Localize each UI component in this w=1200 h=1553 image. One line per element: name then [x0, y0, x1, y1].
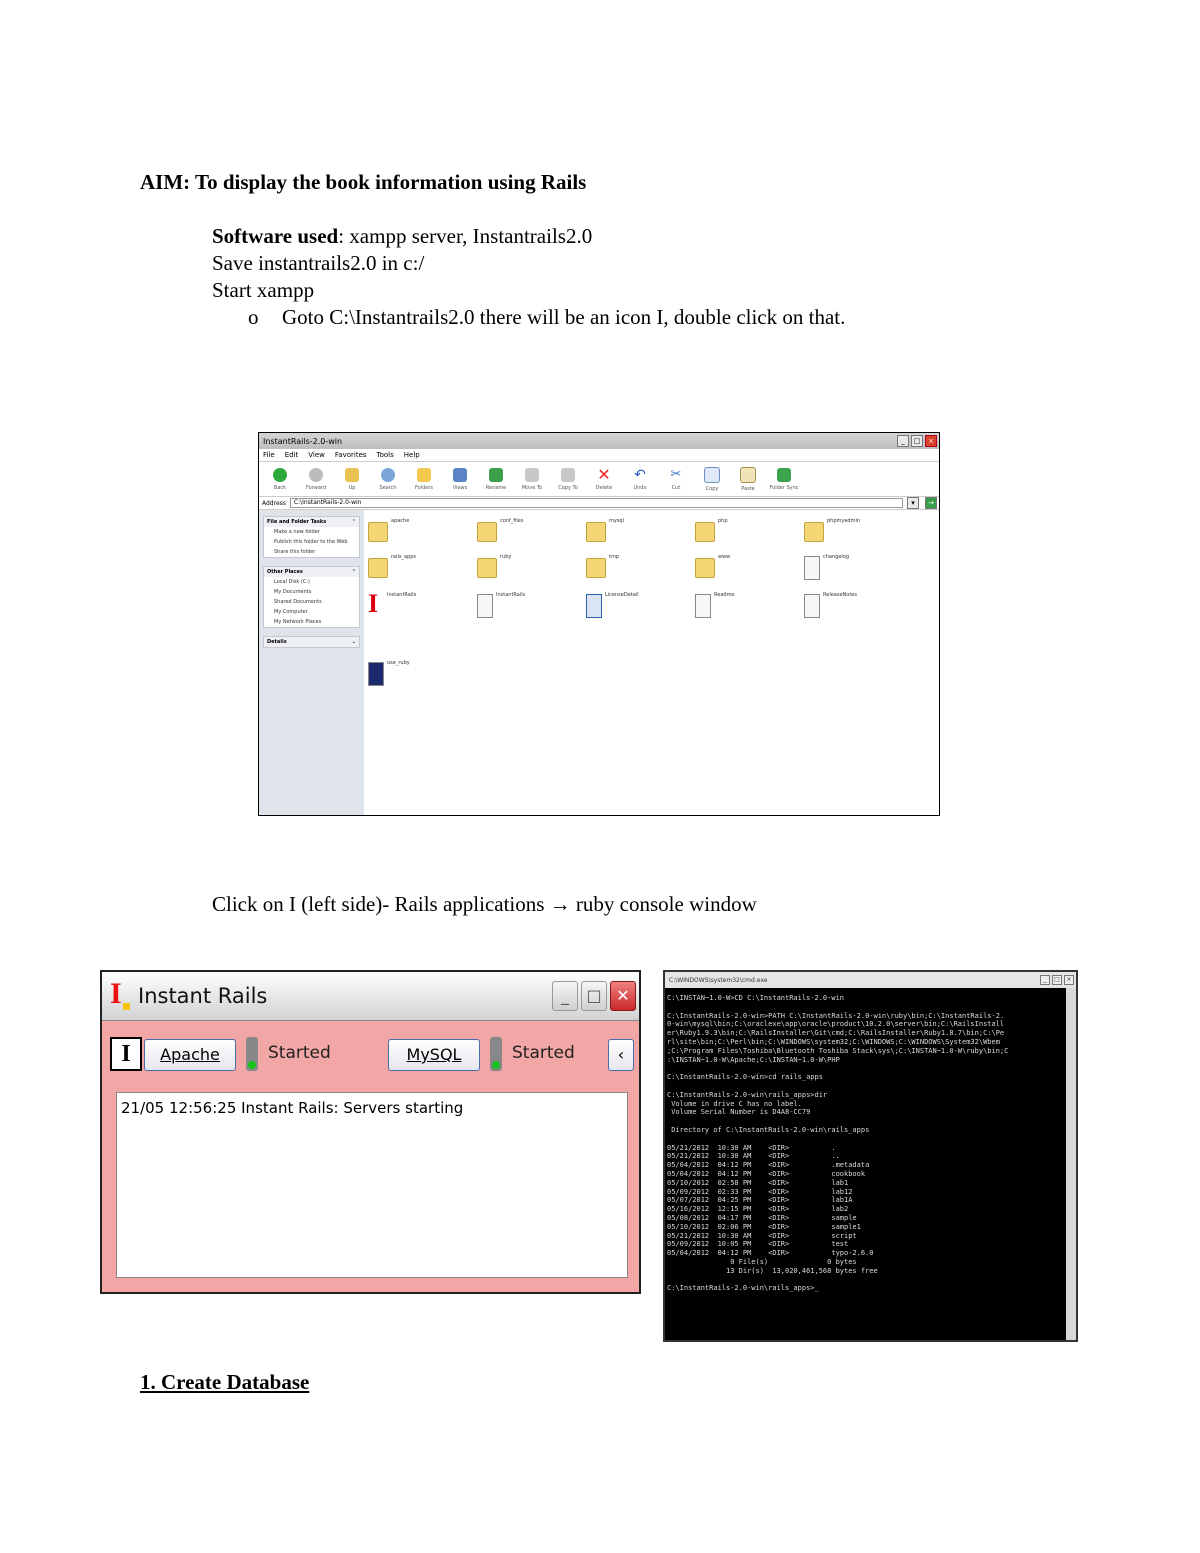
ruby-console-window [663, 970, 1078, 1342]
menu-edit[interactable]: Edit [284, 451, 299, 459]
console-line: C:\INSTAN~1.0-W>CD C:\InstantRails-2.0-win [667, 994, 845, 1002]
sidebar-item[interactable]: Shared Documents [274, 599, 322, 605]
tool-label: Views [452, 484, 468, 491]
file-item[interactable] [586, 518, 694, 550]
document-icon [804, 556, 820, 580]
file-item[interactable] [368, 660, 476, 692]
tool-label: Cut [671, 484, 681, 491]
folder-sync-icon [777, 468, 791, 482]
tool-label: Delete [595, 484, 613, 491]
console-titlebar [665, 972, 1076, 988]
explorer-titlebar [259, 433, 939, 449]
console-line: ;C:\Program Files\Toshiba\Bluetooth Toshiba Stack\sys\;C:\INSTAN~1.0-W\ruby\bin;C [667, 1046, 1009, 1055]
apache-button[interactable]: Apache [144, 1039, 236, 1071]
aim-heading: AIM: To display the book information using Rails [140, 170, 587, 194]
maximize-icon[interactable]: □ [581, 981, 607, 1011]
file-name: InstantRails [387, 592, 417, 598]
file-item[interactable] [477, 554, 585, 586]
menu-favorites[interactable]: Favorites [334, 451, 367, 459]
delete-icon: ✕ [597, 464, 611, 484]
close-icon[interactable]: × [925, 435, 937, 447]
tool-copy[interactable] [697, 467, 727, 492]
sidebar-item[interactable]: Local Disk (C:) [274, 579, 310, 585]
folder-icon [477, 522, 497, 542]
file-name: mysql [609, 518, 624, 524]
file-item[interactable] [368, 589, 476, 624]
section-heading: 1. Create Database [140, 1370, 310, 1394]
sidebar-item[interactable]: My Documents [274, 589, 312, 595]
console-line: C:\InstantRails-2.0-win\rails_apps>_ [667, 1284, 819, 1293]
console-line: 05/09/2012 10:05 PM <DIR> test [667, 1240, 849, 1249]
sidebar-item[interactable]: My Computer [274, 609, 308, 615]
folder-icon [695, 558, 715, 578]
console-scrollbar[interactable] [1066, 988, 1076, 1340]
folder-icon [804, 522, 824, 542]
console-line: C:\InstantRails-2.0-win>cd rails_apps [667, 1073, 823, 1082]
console-line: rl\site\bin;C:\Perl\bin;C:\WINDOWS\system32;C:\WINDOWS;C:\WINDOWS\System32\Wbem [667, 1037, 1000, 1046]
file-name: InstantRails [496, 592, 526, 598]
close-icon[interactable]: × [1064, 975, 1074, 985]
sidebar-item[interactable]: Share this folder [274, 549, 316, 555]
file-item[interactable] [695, 554, 803, 586]
expand-icon[interactable]: ⌄ [351, 639, 356, 645]
console-line: 05/16/2012 12:15 PM <DIR> lab2 [667, 1205, 849, 1214]
software-label: Software used [212, 224, 339, 248]
maximize-icon[interactable]: □ [911, 435, 923, 447]
address-bar [259, 497, 939, 510]
file-item[interactable] [368, 554, 476, 586]
tool-folders[interactable] [409, 468, 439, 491]
file-item[interactable] [368, 518, 476, 550]
menu-view[interactable]: View [308, 451, 325, 459]
file-name: php [718, 518, 728, 524]
address-input[interactable]: C:\InstantRails-2.0-win [290, 498, 903, 508]
traffic-light-icon [490, 1037, 502, 1071]
batch-file-icon [368, 662, 384, 686]
sidebar-details [263, 636, 360, 648]
file-item[interactable] [477, 518, 585, 550]
document-icon [477, 594, 493, 618]
i-menu-button[interactable]: I [110, 1037, 142, 1071]
tool-label: Move To [521, 484, 543, 491]
tool-views[interactable] [445, 468, 475, 491]
file-item[interactable] [586, 554, 694, 586]
bullet-marker: o [248, 305, 259, 329]
file-item[interactable] [804, 554, 912, 586]
click-instruction: Click on I (left side)- Rails applications → ruby console window [212, 892, 757, 916]
paste-icon [740, 467, 756, 483]
explorer-title: InstantRails-2.0-win [263, 436, 343, 446]
tool-label: Undo [633, 484, 647, 491]
address-label: Address [262, 499, 286, 507]
console-output [667, 994, 1064, 1293]
up-folder-icon [345, 468, 359, 482]
file-list [364, 510, 939, 815]
file-name: conf_files [500, 518, 524, 524]
file-item[interactable] [586, 592, 694, 624]
console-line [667, 1003, 1064, 1012]
sidebar-tasks [263, 516, 360, 558]
file-name: rails_apps [391, 554, 417, 560]
tool-label: Up [348, 484, 356, 491]
tool-cut[interactable] [661, 468, 691, 491]
tool-label: Forward [305, 484, 327, 491]
tool-undo[interactable] [625, 468, 655, 491]
console-line: Directory of C:\InstantRails-2.0-win\rails_apps [667, 1125, 870, 1134]
file-item[interactable] [804, 518, 912, 550]
file-name: LicenseDetail [605, 592, 639, 598]
console-line: 0 File(s) 0 bytes [667, 1257, 857, 1266]
sidebar-title: File and Folder Tasks [267, 519, 327, 525]
console-line [667, 1064, 1064, 1073]
explorer-window [258, 432, 940, 816]
tool-label: Copy To [558, 484, 578, 491]
file-name: apache [391, 518, 410, 524]
console-line: 05/21/2012 10:30 AM <DIR> .. [667, 1152, 840, 1161]
tool-label: Copy [705, 485, 719, 492]
tool-label: Folders [414, 484, 434, 491]
apache-status: Started [268, 1043, 331, 1063]
console-line: 05/07/2012 04:25 PM <DIR> lab1A [667, 1196, 853, 1205]
console-line: er\Ruby1.9.3\bin;C:\RailsInstaller\Git\cmd;C:\RailsInstaller\Ruby1.8.7\bin;C:\Pe [667, 1029, 1005, 1038]
tool-copyto[interactable] [553, 468, 583, 491]
search-icon [381, 468, 395, 482]
document-icon [804, 594, 820, 618]
cut-icon: ✂ [670, 466, 682, 482]
instant-rails-window [100, 970, 641, 1294]
sidebar-title: Details [267, 639, 287, 645]
back-icon [273, 468, 287, 482]
file-name: ReleaseNotes [823, 592, 857, 598]
folder-icon [586, 522, 606, 542]
tool-move[interactable] [517, 468, 547, 491]
file-name: phpmyadmin [827, 518, 861, 524]
menu-help[interactable]: Help [403, 451, 420, 459]
folder-icon [586, 558, 606, 578]
bullet-text: Goto C:\Instantrails2.0 there will be an icon I, double click on that. [282, 305, 846, 329]
traffic-light-icon [246, 1037, 258, 1071]
sidebar-item[interactable]: Make a new folder [274, 529, 320, 535]
console-line: 05/04/2012 04:12 PM <DIR> typo-2.6.0 [667, 1249, 874, 1258]
collapse-icon[interactable]: ⌃ [351, 569, 356, 575]
word-document-icon [586, 594, 602, 618]
console-line: 05/10/2012 02:06 PM <DIR> sample1 [667, 1222, 861, 1231]
console-line: 05/09/2012 02:33 PM <DIR> lab12 [667, 1187, 853, 1196]
console-line: 13 Dir(s) 13,020,461,568 bytes free [667, 1266, 878, 1275]
tool-paste[interactable] [733, 467, 763, 492]
file-name: use_ruby [387, 660, 410, 666]
more-button[interactable]: ‹ [608, 1039, 634, 1071]
tool-forward[interactable] [301, 468, 331, 491]
file-item[interactable] [695, 592, 803, 624]
explorer-toolbar [259, 462, 939, 497]
console-line: 05/21/2012 10:30 AM <DIR> script [667, 1231, 857, 1240]
sidebar-item[interactable]: My Network Places [274, 619, 322, 625]
copy-icon [704, 467, 720, 483]
tool-label: Back [273, 484, 287, 491]
rails-titlebar [102, 972, 639, 1021]
minimize-icon[interactable]: _ [552, 981, 578, 1011]
sidebar-item[interactable]: Publish this folder to the Web [274, 539, 348, 545]
copy-to-icon [561, 468, 575, 482]
rails-log: 21/05 12:56:25 Instant Rails: Servers starting [116, 1092, 628, 1278]
console-line: 05/21/2012 10:30 AM <DIR> . [667, 1143, 836, 1152]
file-name: Readme [714, 592, 735, 598]
instant-rails-icon: I [368, 589, 379, 618]
file-item[interactable] [695, 518, 803, 550]
console-line: Volume Serial Number is D4A8-CC79 [667, 1108, 811, 1117]
software-line [212, 224, 592, 249]
tool-label: Folder Sync [769, 484, 799, 491]
folder-icon [477, 558, 497, 578]
minimize-icon[interactable]: _ [1040, 975, 1050, 985]
console-line: 05/04/2012 04:12 PM <DIR> .metadata [667, 1161, 870, 1170]
tool-up[interactable] [337, 468, 367, 491]
folder-icon [368, 522, 388, 542]
console-line: 05/10/2012 02:58 PM <DIR> lab1 [667, 1178, 849, 1187]
explorer-sidebar [259, 510, 364, 815]
file-item[interactable] [477, 592, 585, 624]
file-name: tmp [609, 554, 620, 560]
console-title: C:\WINDOWS\system32\cmd.exe [669, 976, 768, 984]
console-line: 05/04/2012 04:12 PM <DIR> cookbook [667, 1169, 866, 1178]
views-icon [453, 468, 467, 482]
console-line: 0-win\mysql\bin;C:\oraclexe\app\oracle\product\10.2.0\server\bin;C:\RailsInstall [667, 1020, 1005, 1029]
tool-rename[interactable] [481, 468, 511, 491]
rails-logo-icon: I [110, 981, 132, 1011]
console-line: 05/08/2012 04:17 PM <DIR> sample [667, 1213, 857, 1222]
file-name: changelog [823, 554, 850, 560]
tool-label: Paste [741, 485, 755, 492]
sidebar-title: Other Places [267, 569, 303, 575]
console-line: :\INSTAN~1.0-W\Apache;C:\INSTAN~1.0-W\PHP [667, 1055, 840, 1064]
tool-label: Search [379, 484, 397, 491]
minimize-icon[interactable]: _ [897, 435, 909, 447]
folder-icon [368, 558, 388, 578]
chevron-down-icon[interactable]: ▾ [907, 497, 919, 509]
menu-tools[interactable]: Tools [376, 451, 394, 459]
move-icon [525, 468, 539, 482]
console-line [667, 1135, 1064, 1144]
folders-icon [417, 468, 431, 482]
console-line [667, 1082, 1064, 1091]
mysql-status: Started [512, 1043, 575, 1063]
close-icon[interactable]: ✕ [610, 981, 636, 1011]
file-name: www [718, 554, 731, 560]
folder-icon [695, 522, 715, 542]
software-value: : xampp server, Instantrails2.0 [338, 224, 593, 248]
menu-file[interactable]: File [263, 451, 275, 459]
document-icon [695, 594, 711, 618]
go-icon[interactable]: → [925, 497, 937, 509]
rename-icon [489, 468, 503, 482]
console-line: C:\InstantRails-2.0-win>PATH C:\InstantRails-2.0-win\ruby\bin;C:\InstantRails-2. [667, 1011, 1005, 1020]
tool-label: Rename [485, 484, 507, 491]
explorer-menu [259, 449, 939, 462]
console-line [667, 1117, 1064, 1126]
step-start: Start xampp [212, 278, 315, 302]
file-name: ruby [500, 554, 512, 560]
console-line: Volume in drive C has no label. [667, 1099, 802, 1108]
console-line [667, 1276, 1064, 1285]
tool-search[interactable] [373, 468, 403, 491]
sidebar-places [263, 566, 360, 628]
tool-foldersync[interactable] [769, 468, 799, 491]
console-line: C:\InstantRails-2.0-win\rails_apps>dir [667, 1090, 828, 1099]
undo-icon: ↶ [634, 466, 646, 483]
rails-title: Instant Rails [138, 984, 268, 1008]
step-save: Save instantrails2.0 in c:/ [212, 251, 425, 275]
collapse-icon[interactable]: ⌃ [351, 519, 356, 525]
tool-back[interactable] [265, 468, 295, 491]
mysql-button[interactable]: MySQL [388, 1039, 480, 1071]
forward-icon [309, 468, 323, 482]
file-item[interactable] [804, 592, 912, 624]
maximize-icon[interactable]: □ [1052, 975, 1062, 985]
tool-delete[interactable] [589, 464, 619, 491]
